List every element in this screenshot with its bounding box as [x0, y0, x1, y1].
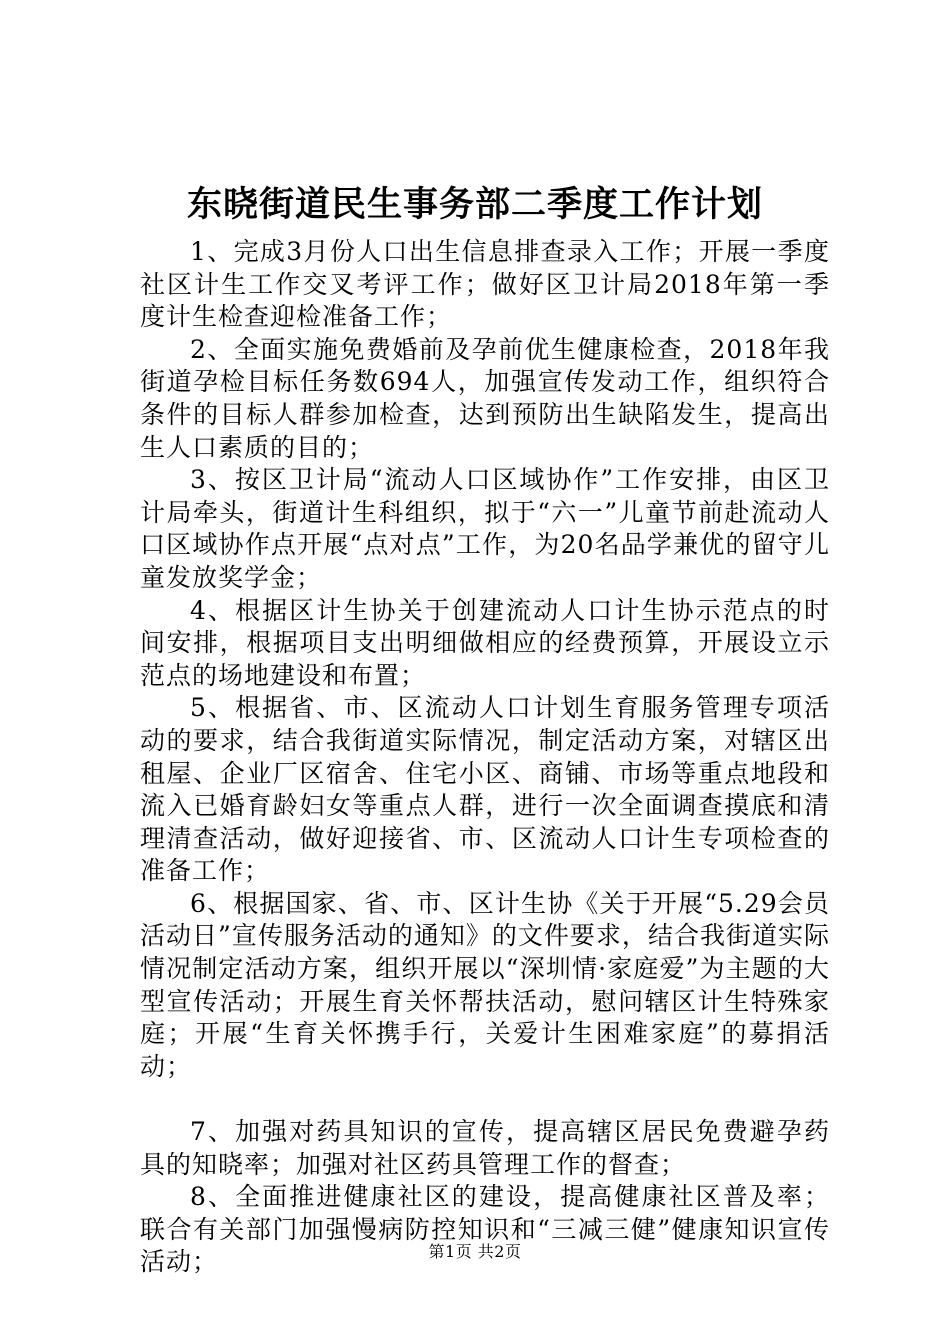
- document-title: 东晓街道民生事务部二季度工作计划: [186, 184, 763, 225]
- blank-line: [140, 1083, 830, 1116]
- paragraph-8: 8、全面推进健康社区的建设，提高健康社区普及率；联合有关部门加强慢病防控知识和“三减三健”健康知识宣传活动；: [140, 1182, 830, 1277]
- page-number-footer: 第1页 共2页: [428, 1242, 522, 1261]
- paragraph-1: 1、完成3月份人口出生信息排查录入工作；开展一季度社区计生工作交叉考评工作；做好区卫计局2018年第一季度计生检查迎检准备工作；: [140, 237, 830, 332]
- document-body: [140, 236, 830, 1279]
- paragraph-6: 6、根据国家、省、市、区计生协《关于开展“5.29会员活动日”宣传服务活动的通知》的文件要求，结合我街道实际情况制定活动方案，组织开展以“深圳情·家庭爱”为主题的大型宣传活动；开展生育关怀帮扶活动，慰问辖区计生特殊家庭；开展“生育关怀携手行，关爱计生困难家庭”的募捐活动；: [140, 888, 830, 1081]
- paragraph-5: 5、根据省、市、区流动人口计划生育服务管理专项活动的要求，结合我街道实际情况，制定活动方案，对辖区出租屋、企业厂区宿舍、住宅小区、商铺、市场等重点地段和流入已婚育龄妇女等重点人群，进行一次全面调查摸底和清理清查活动，做好迎接省、市、区流动人口计生专项检查的准备工作；: [140, 693, 830, 886]
- paragraph-4: 4、根据区计生协关于创建流动人口计生协示范点的时间安排，根据项目支出明细做相应的经费预算，开展设立示范点的场地建设和布置；: [140, 595, 830, 690]
- paragraph-7: 7、加强对药具知识的宣传，提高辖区居民免费避孕药具的知晓率；加强对社区药具管理工作的督查；: [140, 1117, 830, 1179]
- paragraph-2: 2、全面实施免费婚前及孕前优生健康检查，2018年我街道孕检目标任务数694人，加强宣传发动工作，组织符合条件的目标人群参加检查，达到预防出生缺陷发生，提高出生人口素质的目的；: [140, 334, 830, 462]
- paragraph-3: 3、按区卫计局“流动人口区域协作”工作安排，由区卫计局牵头，街道计生科组织，拟于“六一”儿童节前赴流动人口区域协作点开展“点对点”工作，为20名品学兼优的留守儿童发放奖学金；: [140, 465, 830, 592]
